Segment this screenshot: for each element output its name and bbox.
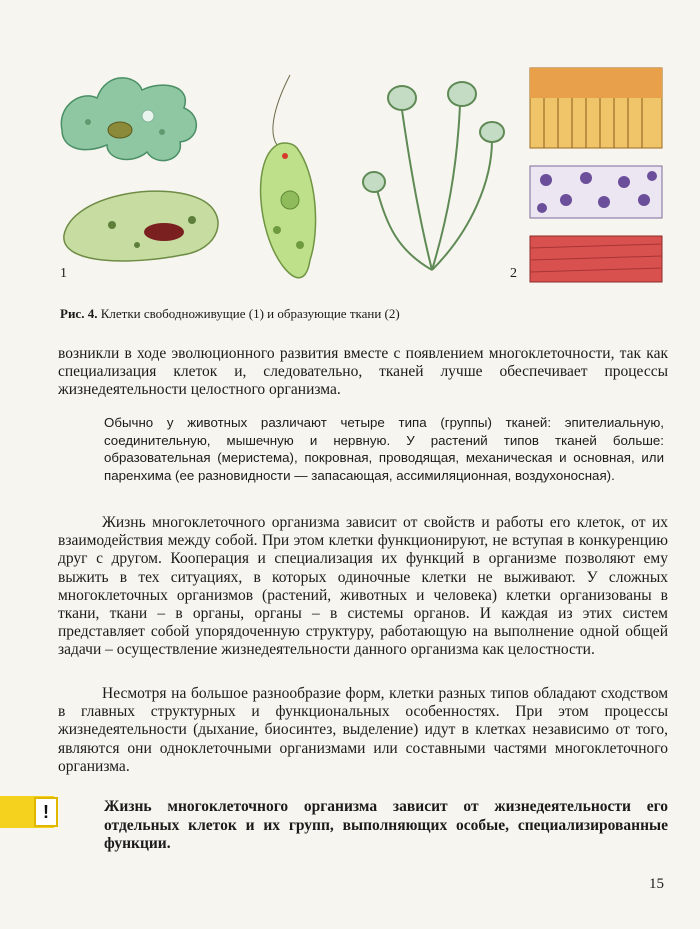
figure-caption-text: Клетки свободноживущие (1) и образующие ткани (2) [97,306,400,321]
paragraph-3: Несмотря на большое разнообразие форм, клетки разных типов обладают сходством в главных структурных и функциональных особенностях. При этом процессы жизнедеятельности (дыхание, биосинтез, выделение) идут в клетках независимо от того, являются они одноклеточными организмами или составными частями многоклеточного организма. [58,685,668,775]
paramecium-drawing [64,191,218,261]
page-number: 15 [649,876,664,892]
blood-tissue-drawing [530,166,662,218]
vorticella-drawing [363,82,504,270]
muscle-tissue-drawing [530,236,662,282]
euglena-drawing [261,75,316,278]
figure-label-1: 1 [60,266,67,281]
paragraph-2: Жизнь многоклеточного организма зависит от свойств и работы его клеток, от их взаимодействия между собой. При этом клетки функционируют, не вступая в конкуренцию друг с другом. Кооперация и специализация их функций в организме позволяют ему выжить в тех ситуациях, в которых одиночные клетки не выживают. У сложных многоклеточных организмов (растений, животных и человека) клетки организованы в ткани, ткани – в органы, органы – в системы органов. И каждая из этих систем представляет собой упорядоченную структуру, работающую на выполнение одной общей задачи – осуществление жизнедеятельности данного организма как целостности. [58,514,668,659]
figure-caption [60,306,660,322]
paragraph-1: возникли в ходе эволюционного развития вместе с появлением многоклеточности, так как специализация клеток и, следовательно, тканей лучше обеспечивает процессы жизнедеятельности целостного организма. [58,345,668,399]
exclamation-icon: ! [34,797,58,827]
figure-label-2: 2 [510,266,517,281]
figure-caption-prefix: Рис. 4. [60,306,98,321]
key-note-text: Жизнь многоклеточного организма зависит от жизнедеятельности его отдельных клеток и их групп, выполняющих особые, специализированные функции. [104,798,668,852]
epithelial-tissue-drawing [530,68,662,148]
cells-illustration [52,60,672,292]
info-box-text: Обычно у животных различают четыре типа (группы) тканей: эпителиальную, соединительную, мышечную и нервную. У растений типов тканей больше: образовательная (меристема), покровная, проводящая, механическая и основная, или паренхима (ее разновидности — запасающая, ассимиляционная, воздухоносная). [104,415,664,483]
amoeba-drawing [61,78,196,161]
